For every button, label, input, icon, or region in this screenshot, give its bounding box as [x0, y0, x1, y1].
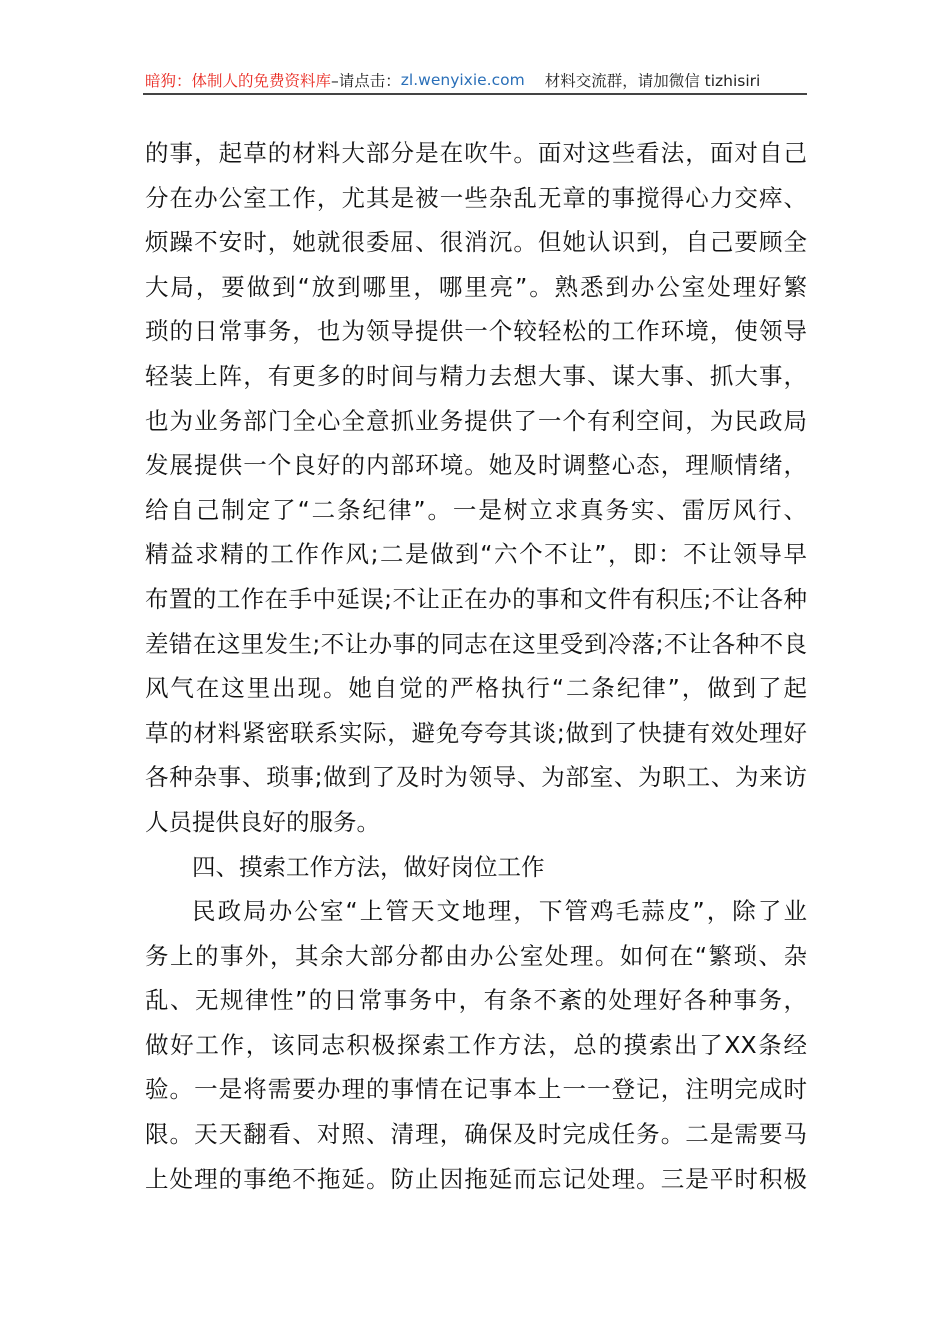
- header-link[interactable]: zl.wenyixie.com: [400, 71, 525, 89]
- text-line: 上处理的事绝不拖延。防止因拖延而忘记处理。三是平时积极: [145, 1164, 807, 1193]
- text-line: 各种杂事、琐事;做到了及时为领导、为部室、为职工、为来访: [145, 763, 807, 792]
- header-rule: [143, 93, 807, 95]
- document-body: [145, 131, 807, 1201]
- header-prompt: –请点击：: [331, 72, 401, 90]
- text-line: 分在办公室工作，尤其是被一些杂乱无章的事搅得心力交瘁、: [145, 183, 807, 212]
- text-line: 烦躁不安时，她就很委屈、很消沉。但她认识到，自己要顾全: [145, 228, 807, 257]
- section-heading: 四、摸索工作方法，做好岗位工作: [192, 852, 545, 881]
- text-line: 差错在这里发生;不让办事的同志在这里受到冷落;不让各种不良: [145, 629, 807, 658]
- text-line: 风气在这里出现。她自觉的严格执行“二条纪律”，做到了起: [145, 674, 807, 703]
- text-line: 也为业务部门全心全意抓业务提供了一个有利空间，为民政局: [145, 406, 807, 435]
- text-line: 的事，起草的材料大部分是在吹牛。面对这些看法，面对自己: [145, 139, 807, 167]
- text-line: 发展提供一个良好的内部环境。她及时调整心态，理顺情绪，: [145, 451, 807, 480]
- text-line: 大局，要做到“放到哪里，哪里亮”。熟悉到办公室处理好繁: [145, 272, 807, 301]
- text-line: 民政局办公室“上管天文地理，下管鸡毛蒜皮”，除了业: [192, 897, 807, 926]
- text-line: 精益求精的工作作风;二是做到“六个不让”，即：不让领导早: [145, 540, 807, 569]
- text-line: 琐的日常事务，也为领导提供一个较轻松的工作环境，使领导: [145, 317, 807, 346]
- text-line: 给自己制定了“二条纪律”。一是树立求真务实、雷厉风行、: [145, 495, 807, 524]
- text-line: 务上的事外，其余大部分都由办公室处理。如何在“繁琐、杂: [145, 941, 807, 970]
- header-contact: 材料交流群，请加微信 tizhisiri: [544, 72, 761, 90]
- header-brand: 暗狗：体制人的免费资料库: [145, 72, 332, 90]
- text-line: 乱、无规律性”的日常事务中，有条不紊的处理好各种事务，: [145, 986, 807, 1015]
- text-line: 布置的工作在手中延误;不让正在办的事和文件有积压;不让各种: [145, 584, 807, 613]
- text-line: 限。天天翻看、对照、清理，确保及时完成任务。二是需要马: [145, 1120, 807, 1149]
- text-line: 草的材料紧密联系实际，避免夸夸其谈;做到了快捷有效处理好: [145, 718, 807, 747]
- text-line: 人员提供良好的服务。: [145, 807, 380, 836]
- text-line: 验。一是将需要办理的事情在记事本上一一登记，注明完成时: [145, 1075, 807, 1104]
- page-header: [145, 68, 807, 92]
- text-line: 轻装上阵，有更多的时间与精力去想大事、谋大事、抓大事，: [145, 361, 807, 390]
- text-line: 做好工作，该同志积极探索工作方法，总的摸索出了XX条经: [145, 1030, 807, 1059]
